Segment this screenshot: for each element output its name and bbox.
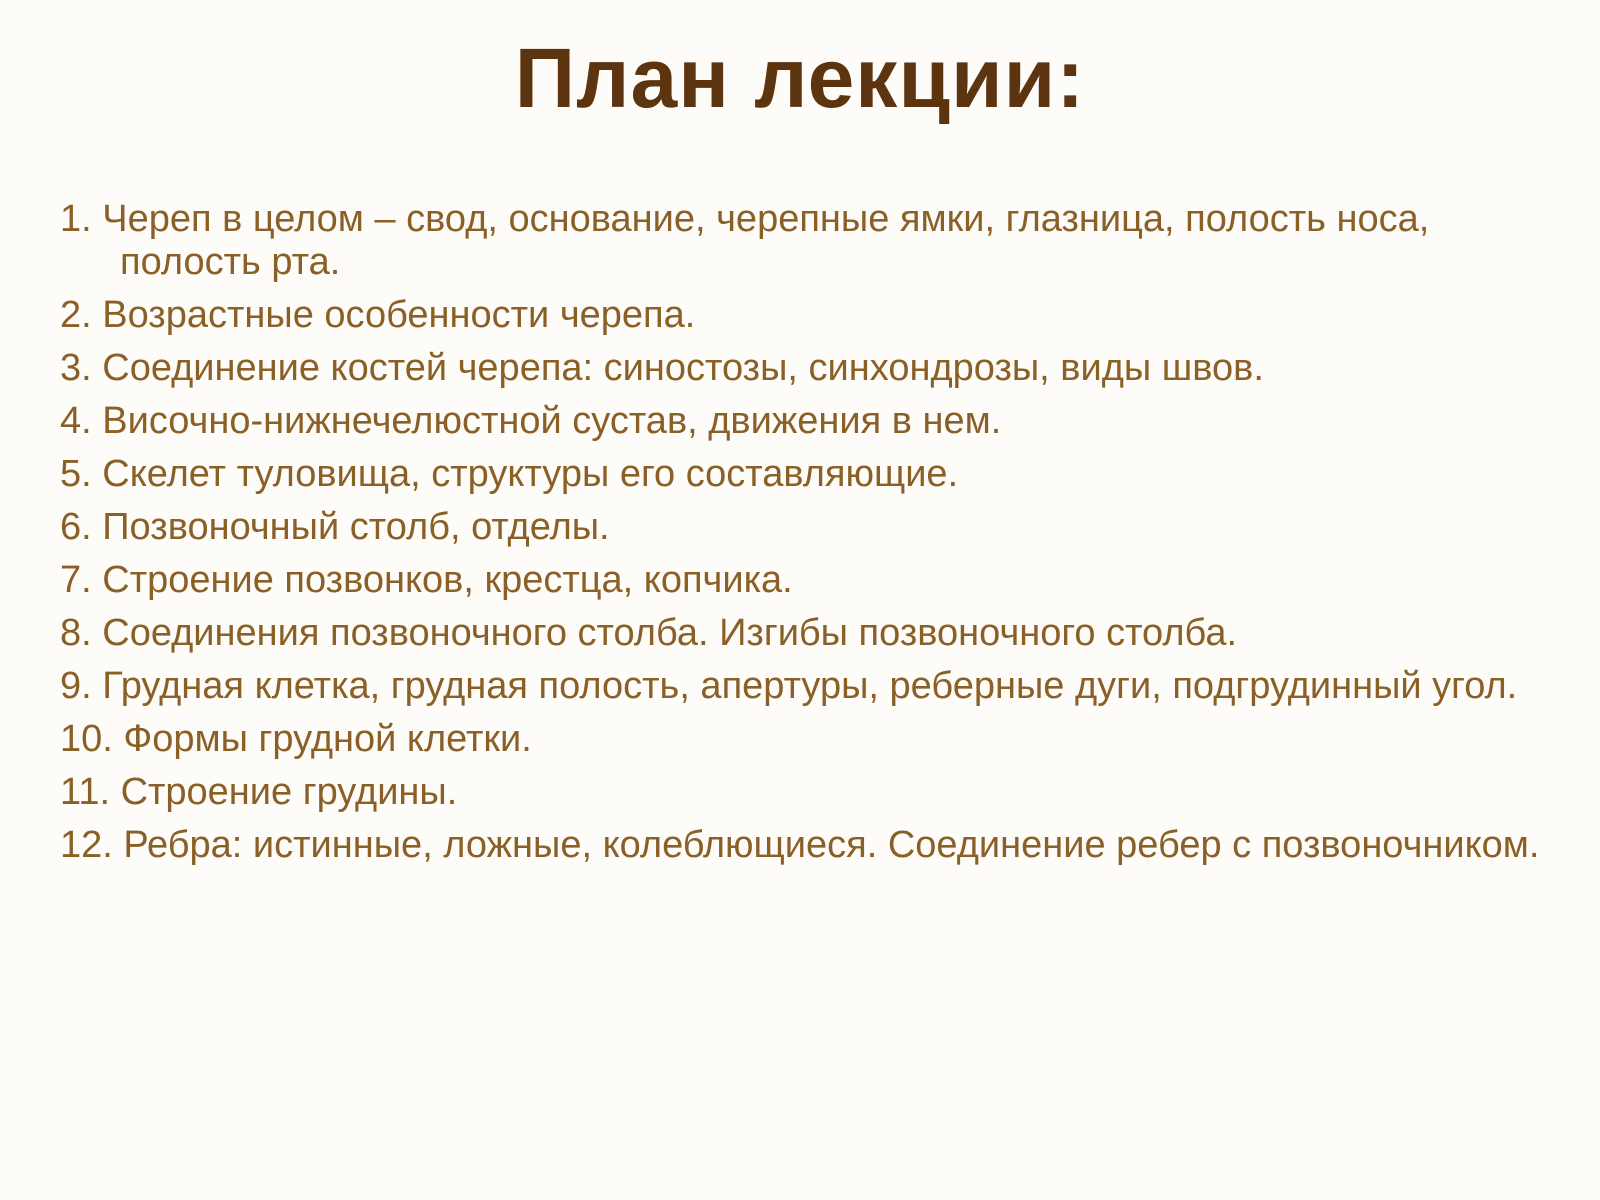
list-item: 7. Строение позвонков, крестца, копчика.	[60, 559, 793, 601]
list-item: 12. Ребра: истинные, ложные, колеблющиеся. Соединение ребер с позвоночником.	[60, 824, 1540, 866]
list-item: 1. Череп в целом – свод, основание, черепные ямки, глазница, полость носа, полость рта.	[60, 198, 1430, 283]
list-item: 2. Возрастные особенности черепа.	[60, 294, 696, 336]
list-item: 5. Скелет туловища, структуры его составляющие.	[60, 453, 959, 495]
list-item: 8. Соединения позвоночного столба. Изгибы позвоночного столба.	[60, 612, 1238, 654]
list-item: 4. Височно-нижнечелюстной сустав, движения в нем.	[60, 400, 1002, 442]
lecture-plan-list	[60, 198, 1540, 877]
list-item: 9. Грудная клетка, грудная полость, апертуры, реберные дуги, подгрудинный угол.	[60, 665, 1518, 707]
list-item: 10. Формы грудной клетки.	[60, 718, 532, 760]
list-item: 11. Строение грудины.	[60, 771, 458, 813]
list-item: 6. Позвоночный столб, отделы.	[60, 506, 610, 548]
slide-title: План лекции:	[514, 31, 1086, 125]
list-item: 3. Соединение костей черепа: синостозы, синхондрозы, виды швов.	[60, 347, 1264, 389]
